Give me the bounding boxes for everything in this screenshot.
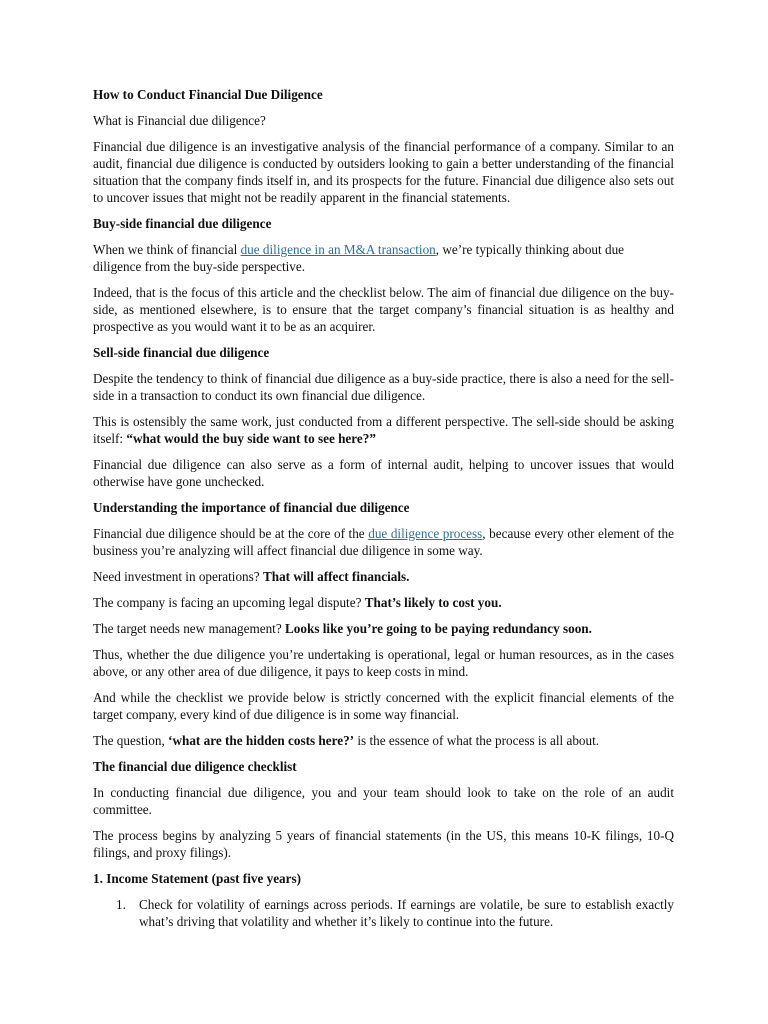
importance-question-1 [93,568,674,585]
q2-bold: That’s likely to cost you. [364,595,502,610]
importance-paragraph-1 [93,525,674,559]
importance-paragraph-2: Thus, whether the due diligence you’re undertaking is operational, legal or human resources, as in the cases above, or any other area of due diligence, it pays to keep costs in mind. [93,647,674,679]
importance-paragraph-3: And while the checklist we provide below is strictly concerned with the explicit financial elements of the target company, every kind of due diligence is in some way financial. [93,690,674,722]
q3-text: The target needs new management? [93,621,285,636]
importance-paragraph-4 [93,732,674,749]
q3-bold: Looks like you’re going to be paying redundancy soon. [285,621,592,636]
p4-after: is the essence of what the process is all about. [354,733,600,748]
buy-side-heading: Buy-side financial due diligence [93,216,272,231]
list-item-number: 1. [116,897,126,912]
document-page [93,86,674,930]
sell-side-paragraph-1: Despite the tendency to think of financial due diligence as a buy-side practice, there is also a need for the sell-side in a transaction to conduct its own financial due diligence. [93,371,674,403]
sell-side-paragraph-3: Financial due diligence can also serve as a form of internal audit, helping to uncover issues that would otherwise have gone unchecked. [93,457,674,489]
buy-side-p1-before: When we think of financial [93,242,241,257]
sell-side-p2-bold: “what would the buy side want to see here?” [126,431,376,446]
importance-question-3 [93,620,674,637]
intro-question: What is Financial due diligence? [93,113,266,128]
income-statement-heading: 1. Income Statement (past five years) [93,871,302,886]
importance-p1-after: , because every other element of the business you’re analyzing will affect financial due diligence in some way. [93,526,674,558]
checklist-paragraph-2: The process begins by analyzing 5 years of financial statements (in the US, this means 10-K filings, 10-Q filings, and proxy filings). [93,828,674,860]
buy-side-p1-after: , we’re typically thinking about due diligence from the buy-side perspective. [93,242,625,274]
importance-question-2 [93,594,674,611]
document-title: How to Conduct Financial Due Diligence [93,87,323,102]
q2-text: The company is facing an upcoming legal dispute? [93,595,365,610]
ma-transaction-link[interactable]: due diligence in an M&A transaction [240,242,436,257]
list-item [93,896,674,930]
income-statement-list [93,896,674,930]
due-diligence-process-link[interactable]: due diligence process [368,526,483,541]
q1-text: Need investment in operations? [93,569,263,584]
p4-before: The question, [93,733,169,748]
buy-side-paragraph-2: Indeed, that is the focus of this article and the checklist below. The aim of financial due diligence on the buy-side, as mentioned elsewhere, is to ensure that the target company’s financial situation is as healthy and prospective as you would want it to be as an acquirer. [93,285,674,334]
q1-bold: That will affect financials. [262,569,410,584]
buy-side-paragraph-1 [93,241,674,275]
p4-bold: ‘what are the hidden costs here?’ [168,733,355,748]
checklist-paragraph-1: In conducting financial due diligence, you and your team should look to take on the role of an audit committee. [93,785,674,817]
sell-side-heading: Sell-side financial due diligence [93,345,270,360]
checklist-heading: The financial due diligence checklist [93,759,297,774]
importance-heading: Understanding the importance of financial due diligence [93,500,410,515]
intro-paragraph: Financial due diligence is an investigative analysis of the financial performance of a company. Similar to an audit, financial due diligence is conducted by outsiders looking to gain a better understanding of the financial situation that the company finds itself in, and its prospects for the future. Financial due diligence also sets out to uncover issues that might not be readily apparent in the financial statements. [93,139,674,205]
importance-p1-before: Financial due diligence should be at the core of the [93,526,369,541]
list-item-text: Check for volatility of earnings across periods. If earnings are volatile, be sure to establish exactly what’s driving that volatility and whether it’s likely to continue into the future. [139,897,674,929]
sell-side-p2-before: This is ostensibly the same work, just conducted from a different perspective. The sell-side should be asking itself: [93,414,674,446]
sell-side-paragraph-2 [93,413,674,447]
